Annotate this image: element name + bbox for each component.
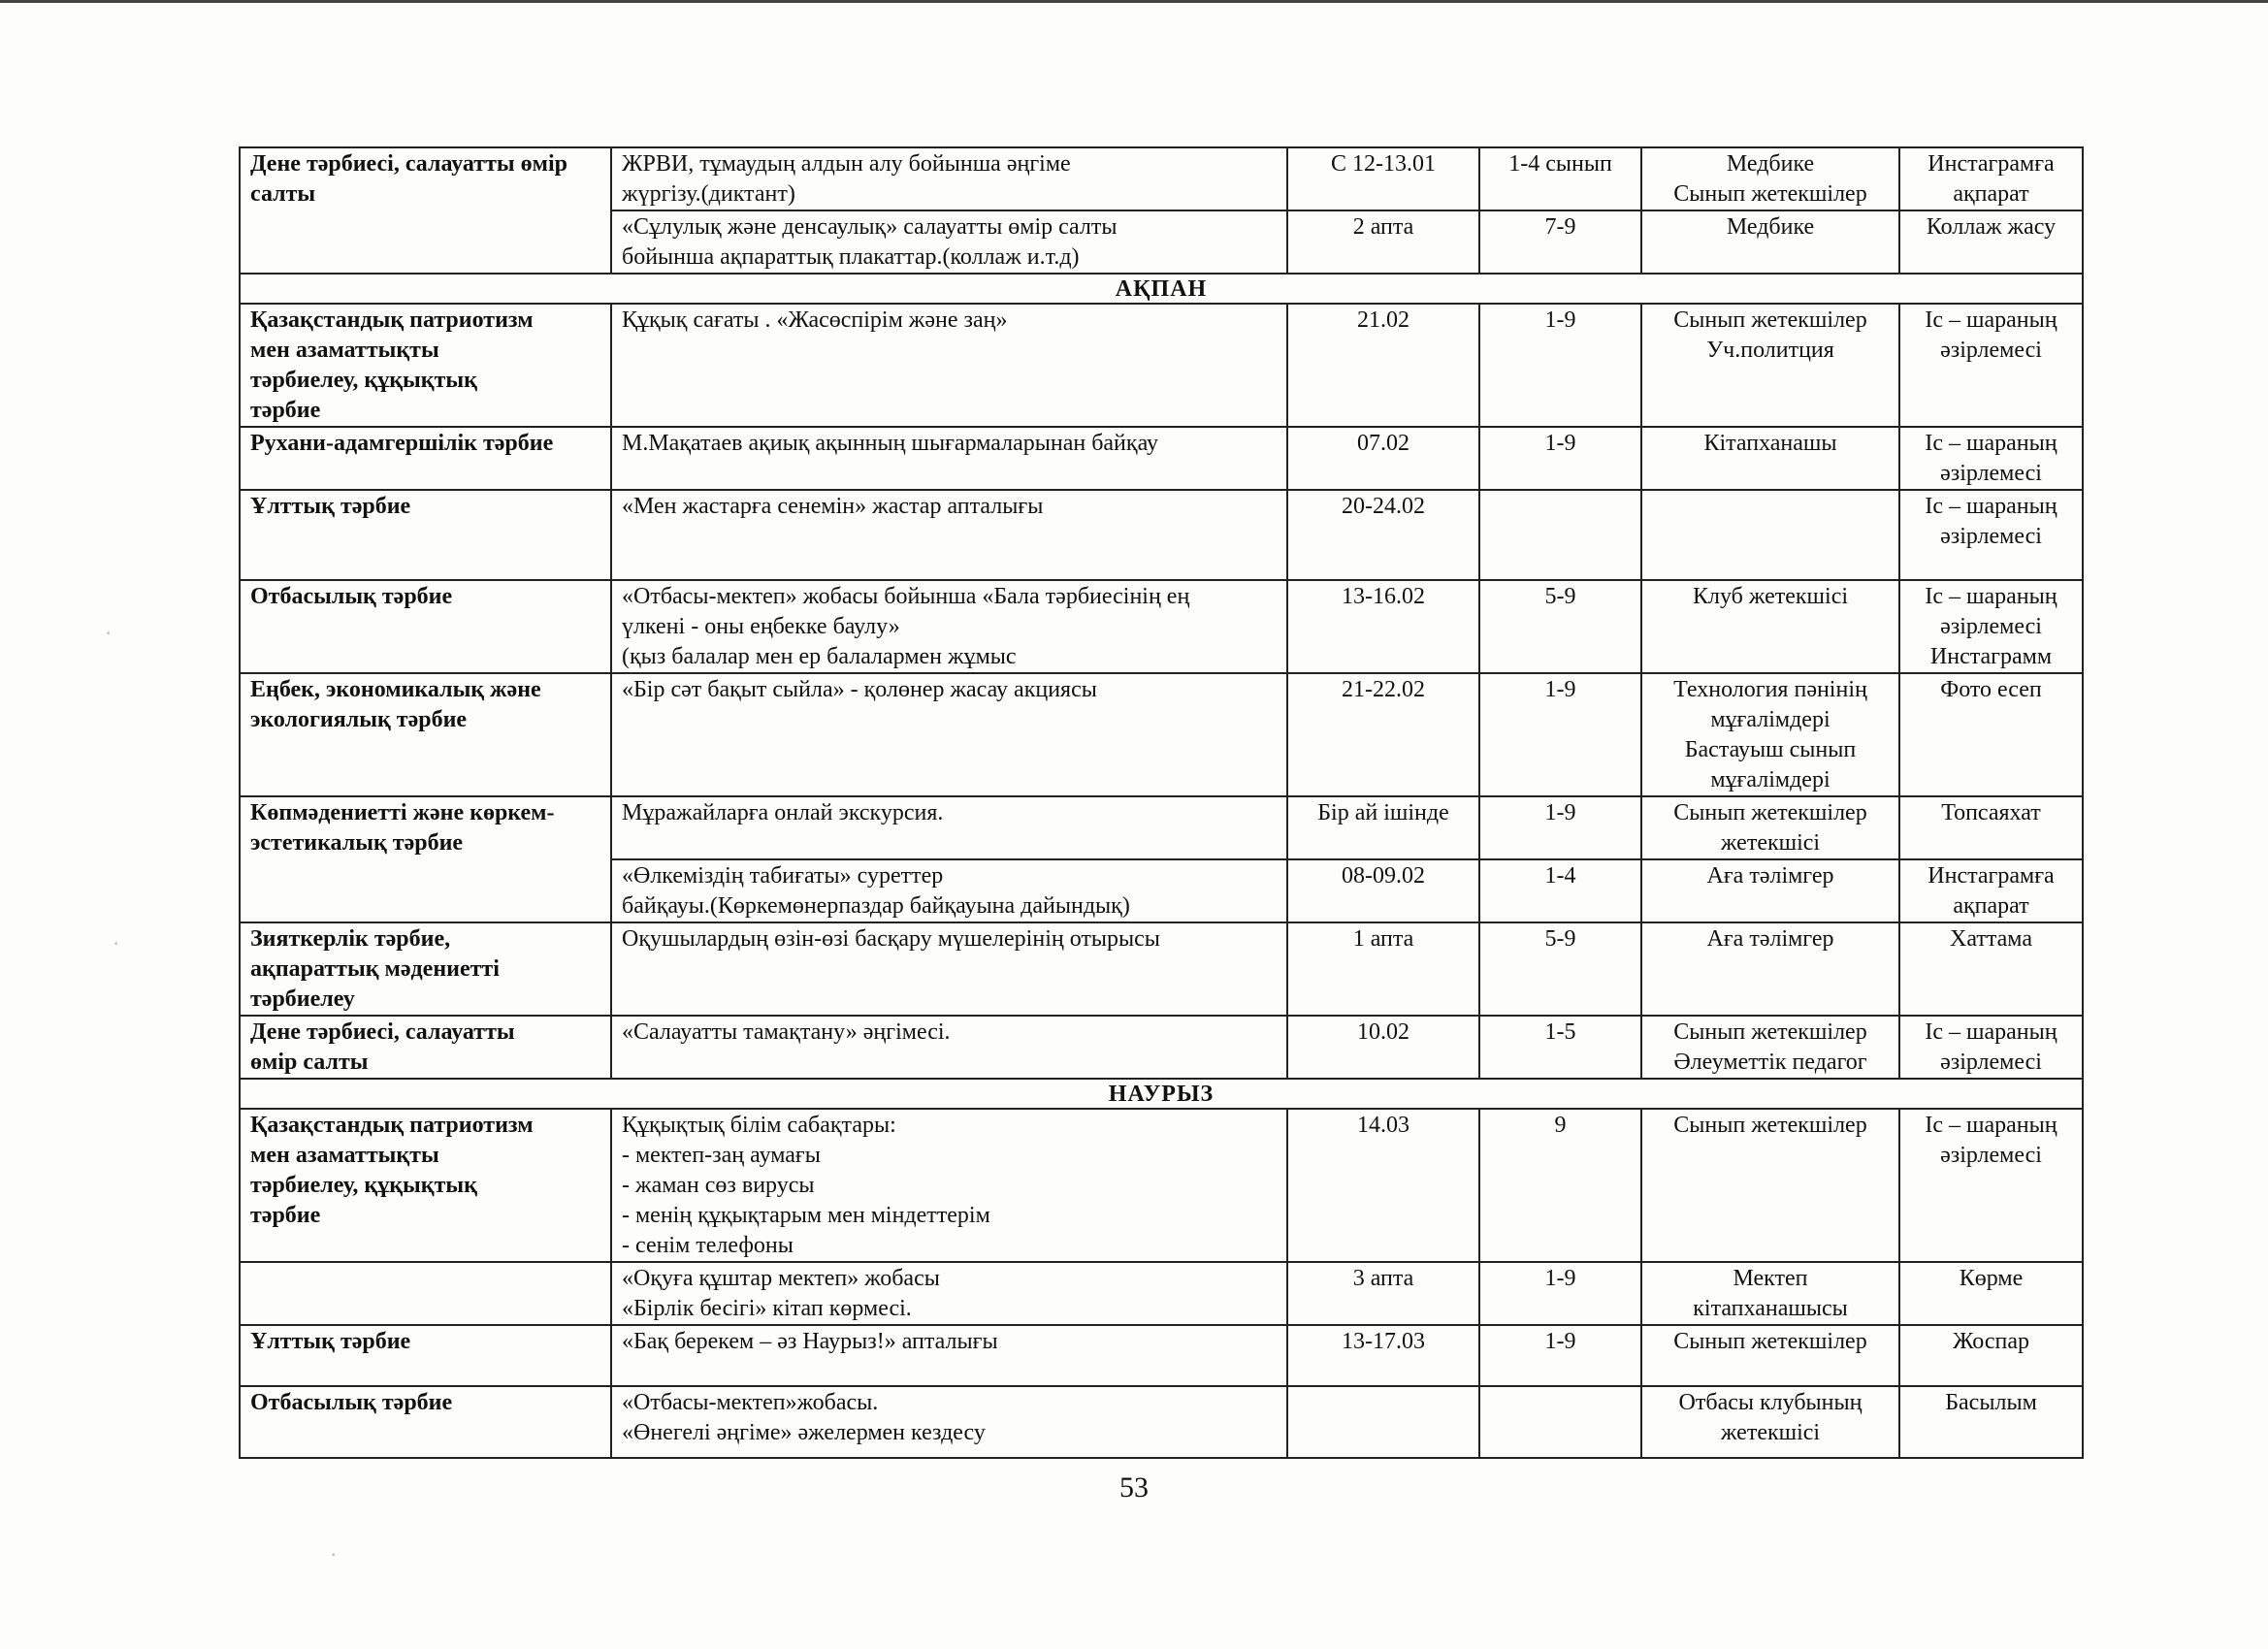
table-row: [240, 1262, 2083, 1325]
result-cell-line: Инстаграмм: [1929, 644, 2053, 669]
event-cell: [611, 210, 1287, 274]
result-cell-line: Фото есеп: [1940, 677, 2042, 702]
event-cell-line: «Оқуға құштар мектеп» жобасы: [622, 1266, 940, 1291]
responsible-cell-line: жетекшісі: [1720, 1420, 1821, 1445]
section-cell: [240, 1386, 611, 1458]
section-cell: [240, 1262, 611, 1325]
section-cell-line: өмір салты: [250, 1050, 369, 1075]
result-cell-line: Іс – шараның: [1925, 584, 2057, 609]
event-cell-line: «Отбасы-мектеп» жобасы бойынша «Бала тәрбиесінің ең: [622, 584, 1190, 609]
responsible-cell: [1641, 1386, 1899, 1458]
responsible-cell-line: Аға тәлімгер: [1706, 926, 1834, 952]
responsible-cell-line: Медбике: [1726, 214, 1815, 240]
result-cell: [1899, 796, 2083, 859]
event-cell-line: «Өлкеміздің табиғаты» суреттер: [622, 863, 944, 889]
grade-cell: [1479, 1109, 1641, 1262]
section-cell-line: Көпмәдениетті және көркем-: [250, 800, 555, 825]
result-cell: [1899, 210, 2083, 274]
section-cell-line: тәрбие: [250, 1203, 321, 1228]
result-cell: [1899, 859, 2083, 922]
grade-cell: [1479, 673, 1641, 796]
section-cell: [240, 673, 611, 796]
month-february-row: [240, 274, 2083, 304]
grade-cell-line: 1-9: [1544, 1266, 1576, 1291]
result-cell-line: Хаттама: [1950, 926, 2032, 952]
responsible-cell-line: мұғалімдері: [1710, 707, 1831, 732]
result-cell-line: Іс – шараның: [1925, 307, 2057, 333]
date-cell-line: 14.03: [1357, 1113, 1409, 1138]
date-cell: [1287, 210, 1479, 274]
result-cell-line: әзірлемесі: [1940, 1050, 2042, 1075]
result-cell: [1899, 490, 2083, 580]
result-cell: [1899, 1262, 2083, 1325]
result-cell-line: Іс – шараның: [1925, 494, 2057, 519]
education-plan-table: [239, 146, 2084, 1459]
event-cell-line: жүргізу.(диктант): [622, 181, 795, 207]
date-cell: [1287, 859, 1479, 922]
event-cell: [611, 673, 1287, 796]
grade-cell: [1479, 210, 1641, 274]
table-row: [240, 427, 2083, 490]
section-cell-line: Дене тәрбиесі, салауатты өмір салты: [250, 151, 567, 207]
grade-cell-line: 5-9: [1544, 584, 1576, 609]
section-cell-line: Дене тәрбиесі, салауатты: [250, 1019, 515, 1045]
responsible-cell-line: Сынып жетекшілер: [1673, 181, 1867, 207]
responsible-cell-line: Уч.политция: [1706, 338, 1834, 363]
event-cell-line: «Бақ берекем – әз Наурыз!» апталығы: [622, 1329, 998, 1354]
result-cell: [1899, 922, 2083, 1016]
event-cell-line: «Сұлулық және денсаулық» салауатты өмір салты: [622, 214, 1118, 240]
event-cell-line: «Салауатты тамақтану» әңгімесі.: [622, 1019, 951, 1045]
event-cell: [611, 1016, 1287, 1079]
section-cell: [240, 147, 611, 274]
responsible-cell-line: Кітапханашы: [1703, 431, 1837, 456]
page-number: 53: [1119, 1471, 1149, 1504]
event-cell-line: - жаман сөз вирусы: [622, 1173, 815, 1198]
event-cell: [611, 1386, 1287, 1458]
event-cell-line: «Өнегелі әңгіме» әжелермен кездесу: [622, 1420, 986, 1445]
result-cell: [1899, 1016, 2083, 1079]
result-cell: [1899, 580, 2083, 673]
section-cell-line: Қазақстандық патриотизм: [250, 307, 534, 333]
section-cell: [240, 304, 611, 427]
responsible-cell-line: Сынып жетекшілер: [1673, 307, 1867, 333]
event-cell: [611, 859, 1287, 922]
responsible-cell-line: мұғалімдері: [1710, 767, 1831, 792]
section-cell-line: Отбасылық тәрбие: [250, 584, 453, 609]
grade-cell: [1479, 796, 1641, 859]
grade-cell-line: 1-9: [1544, 677, 1576, 702]
responsible-cell-line: Бастауыш сынып: [1684, 737, 1857, 762]
event-cell-line: бойынша ақпараттық плакаттар.(коллаж и.т.д): [622, 244, 1080, 270]
grade-cell-line: 1-9: [1544, 307, 1576, 333]
event-cell: [611, 922, 1287, 1016]
section-cell-line: Рухани-адамгершілік тәрбие: [250, 431, 554, 456]
date-cell-line: 13-17.03: [1342, 1329, 1425, 1354]
grade-cell-line: 1-9: [1544, 431, 1576, 456]
scan-speck: ·: [113, 931, 120, 955]
result-cell: [1899, 304, 2083, 427]
section-cell-line: ақпараттық мәдениетті: [250, 956, 500, 982]
responsible-cell: [1641, 580, 1899, 673]
section-cell-line: Ұлттық тәрбие: [250, 1329, 411, 1354]
responsible-cell-line: Сынып жетекшілер: [1673, 1329, 1867, 1354]
event-cell-line: «Бірлік бесігі» кітап көрмесі.: [622, 1296, 912, 1321]
responsible-cell-line: Клуб жетекшісі: [1692, 584, 1849, 609]
date-cell-line: 21-22.02: [1342, 677, 1425, 702]
table-row: [240, 1016, 2083, 1079]
result-cell-line: Инстаграмға: [1928, 863, 2055, 889]
result-cell-line: Коллаж жасу: [1926, 214, 2057, 240]
section-cell-line: мен азаматтықты: [250, 1143, 439, 1168]
month-march-row: [240, 1079, 2083, 1109]
responsible-cell-line: Аға тәлімгер: [1706, 863, 1834, 889]
event-cell-line: Құқықтық білім сабақтары:: [622, 1113, 896, 1138]
grade-cell: [1479, 304, 1641, 427]
event-cell-line: «Отбасы-мектеп»жобасы.: [622, 1390, 879, 1415]
grade-cell-line: 9: [1554, 1113, 1567, 1138]
section-cell-line: тәрбиелеу, құқықтық: [250, 368, 477, 393]
table-row: [240, 1109, 2083, 1262]
result-cell: [1899, 147, 2083, 210]
responsible-cell: [1641, 1325, 1899, 1386]
date-cell: [1287, 427, 1479, 490]
table-row: [240, 922, 2083, 1016]
event-cell: [611, 304, 1287, 427]
event-cell: [611, 490, 1287, 580]
grade-cell: [1479, 427, 1641, 490]
date-cell: [1287, 304, 1479, 427]
responsible-cell: [1641, 922, 1899, 1016]
section-cell-line: Ұлттық тәрбие: [250, 494, 411, 519]
event-cell: [611, 796, 1287, 859]
date-cell-line: 13-16.02: [1342, 584, 1425, 609]
date-cell-line: С 12-13.01: [1331, 151, 1436, 177]
date-cell-line: 3 апта: [1352, 1266, 1414, 1291]
grade-cell: [1479, 1262, 1641, 1325]
event-cell-line: - сенім телефоны: [622, 1233, 794, 1258]
result-cell-line: әзірлемесі: [1940, 461, 2042, 486]
grade-cell: [1479, 1325, 1641, 1386]
responsible-cell: [1641, 210, 1899, 274]
responsible-cell: [1641, 1262, 1899, 1325]
result-cell-line: Іс – шараның: [1925, 431, 2057, 456]
responsible-cell: [1641, 427, 1899, 490]
event-cell: [611, 147, 1287, 210]
event-cell-line: Мұражайларға онлай экскурсия.: [622, 800, 944, 825]
grade-cell: [1479, 1016, 1641, 1079]
section-cell: [240, 1325, 611, 1386]
section-cell: [240, 490, 611, 580]
date-cell-line: 21.02: [1357, 307, 1409, 333]
section-cell: [240, 796, 611, 922]
responsible-cell-line: Әлеуметтік педагог: [1673, 1050, 1867, 1075]
event-cell-line: «Мен жастарға сенемін» жастар апталығы: [622, 494, 1044, 519]
responsible-cell: [1641, 859, 1899, 922]
result-cell-line: Басылым: [1945, 1390, 2037, 1415]
date-cell-line: 10.02: [1357, 1019, 1409, 1045]
result-cell-line: Жоспар: [1952, 1329, 2030, 1354]
result-cell-line: Көрме: [1959, 1266, 2024, 1291]
section-cell-line: тәрбиелеу, құқықтық: [250, 1173, 477, 1198]
responsible-cell-line: Отбасы клубының: [1678, 1390, 1863, 1415]
table-row: [240, 147, 2083, 210]
section-cell-line: Еңбек, экономикалық және: [250, 677, 541, 702]
grade-cell: [1479, 147, 1641, 210]
date-cell: [1287, 1109, 1479, 1262]
date-cell-line: Бір ай ішінде: [1317, 800, 1449, 825]
result-cell-line: ақпарат: [1953, 181, 2029, 207]
date-cell-line: 08-09.02: [1342, 863, 1425, 889]
grade-cell: [1479, 859, 1641, 922]
event-cell-line: байқауы.(Көркемөнерпаздар байқауына дайындық): [622, 893, 1130, 919]
grade-cell: [1479, 1386, 1641, 1458]
responsible-cell: [1641, 796, 1899, 859]
event-cell-line: үлкені - оны еңбекке баулу»: [622, 614, 900, 639]
event-cell: [611, 580, 1287, 673]
event-cell-line: (қыз балалар мен ер балалармен жұмыс: [622, 644, 1017, 669]
section-cell: [240, 427, 611, 490]
responsible-cell-line: Мектеп: [1733, 1266, 1808, 1291]
grade-cell-line: 5-9: [1544, 926, 1576, 952]
result-cell-line: әзірлемесі: [1940, 524, 2042, 549]
date-cell: [1287, 1016, 1479, 1079]
result-cell: [1899, 427, 2083, 490]
section-cell: [240, 1016, 611, 1079]
scan-speck: ·: [330, 1542, 338, 1567]
event-cell: [611, 427, 1287, 490]
result-cell: [1899, 1386, 2083, 1458]
date-cell-line: 07.02: [1357, 431, 1409, 456]
date-cell: [1287, 796, 1479, 859]
grade-cell-line: 1-9: [1544, 800, 1576, 825]
table-row: [240, 580, 2083, 673]
date-cell: [1287, 1325, 1479, 1386]
responsible-cell-line: Сынып жетекшілер: [1673, 1113, 1867, 1138]
section-cell: [240, 580, 611, 673]
event-cell-line: - менің құқықтарым мен міндеттерім: [622, 1203, 990, 1228]
responsible-cell-line: Сынып жетекшілер: [1673, 800, 1867, 825]
result-cell-line: Инстаграмға: [1928, 151, 2055, 177]
table-row: [240, 490, 2083, 580]
grade-cell-line: 1-9: [1544, 1329, 1576, 1354]
responsible-cell-line: жетекшісі: [1720, 830, 1821, 856]
result-cell-line: Іс – шараның: [1925, 1113, 2057, 1138]
date-cell-line: 1 апта: [1352, 926, 1414, 952]
event-cell-line: Оқушылардың өзін-өзі басқару мүшелерінің отырысы: [622, 926, 1160, 952]
result-cell-line: әзірлемесі: [1940, 614, 2042, 639]
section-cell-line: Зияткерлік тәрбие,: [250, 926, 451, 952]
section-cell-line: тәрбие: [250, 398, 321, 423]
month-february-heading: АҚПАН: [240, 274, 2083, 304]
scan-top-edge: [0, 0, 2268, 3]
date-cell: [1287, 490, 1479, 580]
responsible-cell: [1641, 304, 1899, 427]
scan-speck: ·: [105, 621, 113, 645]
responsible-cell: [1641, 673, 1899, 796]
responsible-cell-line: Сынып жетекшілер: [1673, 1019, 1867, 1045]
result-cell-line: Іс – шараның: [1925, 1019, 2057, 1045]
result-cell-line: әзірлемесі: [1940, 1143, 2042, 1168]
section-cell-line: тәрбиелеу: [250, 986, 355, 1012]
date-cell: [1287, 147, 1479, 210]
event-cell-line: «Бір сәт бақыт сыйла» - қолөнер жасау акциясы: [622, 677, 1097, 702]
section-cell-line: экологиялық тәрбие: [250, 707, 468, 732]
responsible-cell: [1641, 1109, 1899, 1262]
result-cell: [1899, 673, 2083, 796]
event-cell-line: Құқық сағаты . «Жасөспірім және заң»: [622, 307, 1008, 333]
result-cell-line: әзірлемесі: [1940, 338, 2042, 363]
table-row: [240, 1386, 2083, 1458]
date-cell: [1287, 1386, 1479, 1458]
event-cell: [611, 1262, 1287, 1325]
date-cell: [1287, 580, 1479, 673]
event-cell: [611, 1325, 1287, 1386]
table-row: [240, 304, 2083, 427]
event-cell: [611, 1109, 1287, 1262]
grade-cell-line: 1-5: [1544, 1019, 1576, 1045]
responsible-cell: [1641, 147, 1899, 210]
responsible-cell: [1641, 490, 1899, 580]
responsible-cell: [1641, 1016, 1899, 1079]
grade-cell: [1479, 580, 1641, 673]
date-cell: [1287, 673, 1479, 796]
date-cell-line: 2 апта: [1352, 214, 1414, 240]
section-cell-line: мен азаматтықты: [250, 338, 439, 363]
section-cell: [240, 1109, 611, 1262]
section-cell-line: Отбасылық тәрбие: [250, 1390, 453, 1415]
date-cell: [1287, 922, 1479, 1016]
table-row: [240, 796, 2083, 859]
result-cell-line: ақпарат: [1953, 893, 2029, 919]
table-row: [240, 673, 2083, 796]
responsible-cell-line: кітапханашысы: [1693, 1296, 1848, 1321]
result-cell-line: Топсаяхат: [1941, 800, 2041, 825]
section-cell: [240, 922, 611, 1016]
grade-cell: [1479, 922, 1641, 1016]
responsible-cell-line: Технология пәнінің: [1673, 677, 1867, 702]
date-cell-line: 20-24.02: [1342, 494, 1425, 519]
grade-cell-line: 1-4: [1544, 863, 1576, 889]
month-march-heading: НАУРЫЗ: [240, 1079, 2083, 1109]
result-cell: [1899, 1109, 2083, 1262]
event-cell-line: М.Мақатаев ақиық ақынның шығармаларынан байқау: [622, 431, 1158, 456]
event-cell-line: ЖРВИ, тұмаудың алдын алу бойынша әңгіме: [622, 151, 1071, 177]
grade-cell: [1479, 490, 1641, 580]
result-cell: [1899, 1325, 2083, 1386]
date-cell: [1287, 1262, 1479, 1325]
grade-cell-line: 7-9: [1544, 214, 1576, 240]
table-row: [240, 1325, 2083, 1386]
grade-cell-line: 1-4 сынып: [1508, 151, 1612, 177]
section-cell-line: эстетикалық тәрбие: [250, 830, 464, 856]
section-cell-line: Қазақстандық патриотизм: [250, 1113, 534, 1138]
event-cell-line: - мектеп-заң аумағы: [622, 1143, 821, 1168]
responsible-cell-line: Медбике: [1726, 151, 1815, 177]
